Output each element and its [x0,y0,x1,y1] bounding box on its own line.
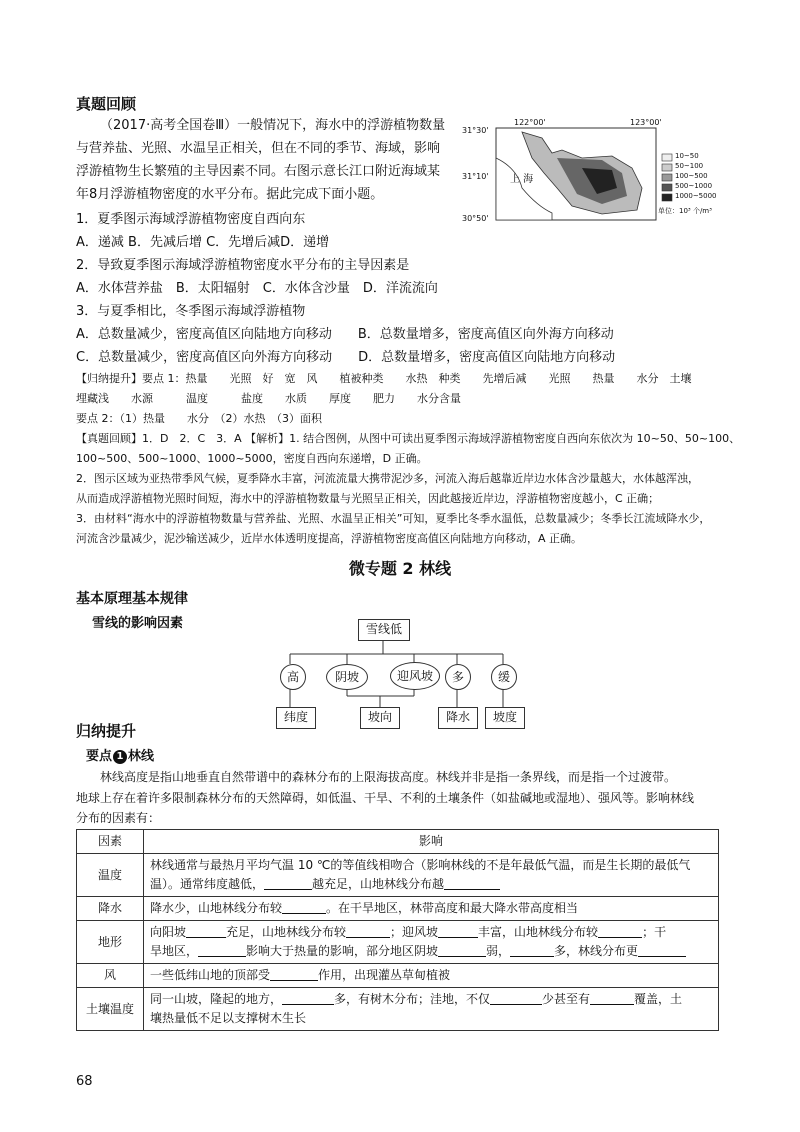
diagram-factor-box: 纬度 [276,707,316,729]
table-header-effect: 影响 [144,830,719,854]
summary-line: 埋藏浅 水源 温度 盐度 水质 厚度 肥力 水分含量 [76,392,461,405]
map-lon-left: 122°00' [514,118,546,127]
point-number-badge: 1 [113,750,127,764]
point-prefix: 要点 [86,749,113,764]
map-legend-item: 100~500 [675,172,708,180]
fill-blank[interactable] [264,875,312,890]
answer-line: 2．图示区域为亚热带季风气候，夏季降水丰富，河流流量大携带泥沙多，河流入海后越靠近岸边水体含沙量越大，水体越浑浊， [76,472,699,485]
effect-text: 多，有树木分布；洼地，不仅 [334,992,491,1006]
question-stem: 2．导致夏季图示海域浮游植物密度水平分布的主导因素是 [76,258,410,273]
fill-blank[interactable] [638,942,686,957]
question-option: A．递减 B．先减后增 C．先增后减D．递增 [76,235,330,250]
question-option: A．总数量减少，密度高值区向陆地方向移动 B．总数量增多，密度高值区向外海方向移动 [76,327,614,342]
fill-blank[interactable] [270,966,318,981]
diagram-node: 高 [280,664,306,690]
page-number: 68 [76,1074,93,1089]
table-row [77,921,719,964]
effect-text: 一些低纬山地的顶部受 [150,968,271,982]
effect-text: 林线通常与最热月平均气温 10 ℃的等值线相吻合（影响林线的不是年最低气温，而是生长期的最低气 [150,858,691,872]
effect-text: 旱地区， [150,944,199,958]
table-row [77,964,719,988]
diagram-factor-box: 坡向 [360,707,400,729]
diagram-node: 阴坡 [326,664,368,690]
factor-terrain: 地形 [77,921,144,964]
diagram-root-box: 雪线低 [358,619,410,641]
fill-blank[interactable] [590,990,634,1005]
induction-para-line: 分布的因素有： [76,811,161,825]
point-1-heading [86,745,154,764]
effect-text: 温）。通常纬度越低， [150,877,265,891]
table-header-row [77,830,719,854]
snowline-title: 雪线的影响因素 [92,616,184,631]
fill-blank[interactable] [490,990,542,1005]
effect-text: 。在干旱地区，林带高度和最大降水带高度相当 [326,901,579,915]
effect-text: 越充足，山地林线分布越 [312,877,445,891]
point-label: 林线 [128,749,155,764]
effect-text: 多，林线分布更 [554,944,639,958]
intro-line: （2017·高考全国卷Ⅲ）一般情况下，海水中的浮游植物数量 [100,118,446,133]
diagram-factor-box: 降水 [438,707,478,729]
plankton-density-map [462,118,717,228]
effect-temperature [144,854,719,897]
map-lat-top: 31°30' [462,126,489,135]
fill-blank[interactable] [282,899,326,914]
effect-text: ；干 [642,925,667,939]
map-lat-bottom: 30°50' [462,214,489,223]
diagram-node: 缓 [491,664,517,690]
effect-text: 弱， [486,944,511,958]
review-title: 真题回顾 [76,95,137,113]
summary-line: 【归纳提升】要点 1：热量 光照 好 宽 风 植被种类 水热 种类 先增后减 光照 热量 水分 土壤 [76,372,692,385]
intro-line: 浮游植物生长繁殖的主导因素不同。右图示意长江口附近海域某 [76,164,441,179]
question-stem: 3．与夏季相比，冬季图示海域浮游植物 [76,304,306,319]
effect-text: 壤热量低不足以支撑树木生长 [150,1011,307,1025]
effect-soil-temperature [144,988,719,1031]
diagram-factor-box: 坡度 [485,707,525,729]
answer-line: 河流含沙量减少，泥沙输送减少，近岸水体透明度提高，浮游植物密度高值区向陆地方向移动，A 正确。 [76,532,583,545]
fill-blank[interactable] [346,923,390,938]
question-option: C．总数量减少，密度高值区向外海方向移动 D．总数量增多，密度高值区向陆地方向移动 [76,350,616,365]
induction-heading: 归纳提升 [76,722,137,740]
fill-blank[interactable] [186,923,226,938]
effect-text: 覆盖，土 [634,992,683,1006]
forest-line-factors-table [76,829,719,1031]
question-option: A．水体营养盐 B．太阳辐射 C．水体含沙量 D．洋流流向 [76,281,438,296]
map-legend-item: 50~100 [675,162,704,170]
fill-blank[interactable] [444,875,500,890]
factor-precipitation: 降水 [77,897,144,921]
effect-text: 丰富，山地林线分布较 [478,925,599,939]
induction-para-line: 林线高度是指山地垂直自然带谱中的森林分布的上限海拔高度。林线并非是指一条界线，而是指一个过渡带。 [100,770,677,784]
intro-line: 年8月浮游植物密度的水平分布。据此完成下面小题。 [76,187,384,202]
table-row [77,897,719,921]
summary-line: 要点 2：（1）热量 水分 （2）水热 （3）面积 [76,412,322,425]
factor-soil-temperature: 土壤温度 [77,988,144,1031]
map-lon-right: 123°00' [630,118,662,127]
effect-text: 同一山坡，隆起的地方， [150,992,283,1006]
fill-blank[interactable] [282,990,334,1005]
effect-text: 作用，出现灌丛草甸植被 [318,968,451,982]
answer-line: 从而造成浮游植物光照时间短，海水中的浮游植物数量与光照呈正相关，因此越接近岸边，浮游植物密度越小，C 正确； [76,492,660,505]
answer-line: 100~500、500~1000、1000~5000，密度自西向东递增，D 正确。 [76,452,428,465]
diagram-node: 迎风坡 [390,662,440,690]
diagram-node: 多 [445,664,471,690]
topic-title: 微专题 2 林线 [348,559,452,578]
intro-line: 与营养盐、光照、水温呈正相关，但在不同的季节、海域，影响 [76,141,441,156]
fill-blank[interactable] [438,923,478,938]
map-lat-mid: 31°10' [462,172,489,181]
map-legend-item: 1000~5000 [675,192,717,200]
effect-terrain [144,921,719,964]
fill-blank[interactable] [198,942,246,957]
effect-text: ；迎风坡 [390,925,439,939]
factor-temperature: 温度 [77,854,144,897]
effect-precipitation [144,897,719,921]
fill-blank[interactable] [598,923,642,938]
effect-text: 少甚至有 [542,992,591,1006]
factor-wind: 风 [77,964,144,988]
table-row [77,988,719,1031]
map-place-label: 上 海 [510,174,534,185]
answer-line: 3．由材料“海水中的浮游植物数量与营养盐、光照、水温呈正相关”可知，夏季比冬季水温低，总数量减少；冬季长江流域降水少， [76,512,711,525]
fill-blank[interactable] [438,942,486,957]
fill-blank[interactable] [510,942,554,957]
map-legend-item: 500~1000 [675,182,713,190]
effect-text: 向阳坡 [150,925,187,939]
effect-wind [144,964,719,988]
table-row [77,854,719,897]
effect-text: 降水少，山地林线分布较 [150,901,283,915]
answer-line: 【真题回顾】1．D 2．C 3．A 【解析】1. 结合图例，从图中可读出夏季图示海域浮游植物密度自西向东依次为 10~50、50~100、 [76,432,741,445]
map-unit: 单位：10³ 个/m³ [658,207,712,215]
map-legend-item: 10~50 [675,152,699,160]
effect-text: 影响大于热量的影响，部分地区阴坡 [246,944,439,958]
induction-para-line: 地球上存在着许多限制森林分布的天然障碍，如低温、干旱、不利的土壤条件（如盐碱地或湿地）、强风等。影响林线 [76,791,695,805]
principles-heading: 基本原理基本规律 [76,591,188,607]
effect-text: 充足，山地林线分布较 [226,925,347,939]
question-stem: 1．夏季图示海域浮游植物密度自西向东 [76,212,306,227]
table-header-factor: 因素 [77,830,144,854]
